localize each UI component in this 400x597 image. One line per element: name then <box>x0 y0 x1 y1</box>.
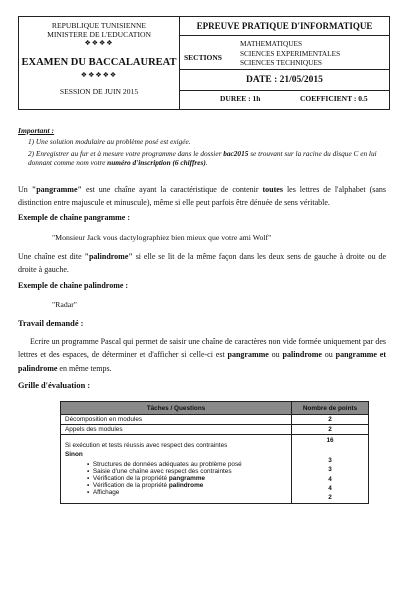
instruction-2: 2) Enregistrer au fur et à mesure votre programme dans le dossier bac2015 se trouvant sur la racine du disque C en lui donnant comme nom votre numéro d'inscription (6 chiffres). <box>28 148 377 167</box>
exam-duration: DUREE : 1h <box>220 94 261 103</box>
table-cell: Décomposition en modules <box>61 415 292 425</box>
sections-list <box>240 39 340 68</box>
list-item: ▪ Vérification de la propriété palindrome <box>87 482 204 490</box>
travail-text: Ecrire un programme Pascal qui permet de saisir une chaîne de caractères non vide formée uniquement par des lettres et des espaces, de déterminer et d'afficher si celle-ci est pangramme ou palindrome ou pangramme et palindrome en même temps. <box>18 337 387 373</box>
column-header: Tâches / Questions <box>61 402 292 415</box>
exam-header <box>18 16 390 110</box>
exam-coefficient: COEFFICIENT : 0.5 <box>300 94 368 103</box>
palindrome-definition: Une chaîne est dite "palindrome" si elle se lit de la même façon dans les deux sens de gauche à droite ou de droite à gauche. <box>18 252 386 274</box>
sections-label: SECTIONS <box>184 53 222 62</box>
list-item: ▪ Vérification de la propriété pangramme <box>87 475 206 483</box>
ornament-2: ❖❖❖❖❖ <box>80 71 118 79</box>
table-cell: Appels des modules <box>61 425 292 435</box>
header-left <box>19 17 180 109</box>
country-name: REPUBLIQUE TUNISIENNE <box>51 21 147 30</box>
table-cell: Sinon <box>65 451 83 459</box>
points-cell: 16 3 3 4 4 2 <box>292 435 369 504</box>
travail-title: Travail demandé : <box>18 319 84 328</box>
table-row <box>61 435 369 504</box>
example-pangramme: "Monsieur Jack vous dactylographiez bien mieux que votre ami Wolf" <box>52 233 272 242</box>
column-header: Nombre de points <box>292 402 369 415</box>
ministry-name: MINISTERE DE L'EDUCATION <box>47 30 151 39</box>
section-item: SCIENCES EXPERIMENTALES <box>240 48 341 58</box>
points-cell: 2 <box>292 425 369 435</box>
list-item: ▪ Saisie d'une chaîne avec respect des contraintes <box>87 468 232 476</box>
example-palindrome: "Radar" <box>52 300 77 309</box>
epreuve-title: EPREUVE PRATIQUE D'INFORMATIQUE <box>180 17 389 36</box>
important-title: Important : <box>18 126 55 135</box>
instruction-1: 1) Une solution modulaire au problème posé est exigée. <box>28 137 191 146</box>
important-instructions <box>28 137 388 170</box>
pangramme-definition: Un "pangramme" est une chaîne ayant la caractéristique de contenir toutes les lettres de l'alphabet (sans distinction entre majuscule et minuscule), même si elle peut parfois être dénuée de sens véritable. <box>18 185 387 207</box>
session-label: SESSION DE JUIN 2015 <box>59 87 139 96</box>
list-item: ▪ Affichage <box>87 489 120 497</box>
example-palindrome-title: Exemple de chaîne palindrome : <box>18 281 129 290</box>
header-right <box>180 17 389 109</box>
table-row <box>61 415 369 425</box>
section-item: MATHEMATIQUES <box>240 39 303 48</box>
points-cell: 2 <box>292 415 369 425</box>
exam-title: EXAMEN DU BACCALAUREAT <box>21 57 177 68</box>
table-header-row <box>61 402 369 415</box>
ornament: ❖❖❖❖ <box>84 39 114 47</box>
exam-date: DATE : 21/05/2015 <box>180 69 389 91</box>
evaluation-grid <box>60 401 369 504</box>
grille-title: Grille d'évaluation : <box>18 381 91 390</box>
section-item: SCIENCES TECHNIQUES <box>240 58 322 67</box>
table-cell: Si exécution et tests réussis avec respect des contraintes <box>65 442 228 450</box>
table-row <box>61 425 369 435</box>
list-item: ▪ Structures de données adéquates au problème posé <box>87 461 242 469</box>
example-pangramme-title: Exemple de chaîne pangramme : <box>18 213 130 222</box>
